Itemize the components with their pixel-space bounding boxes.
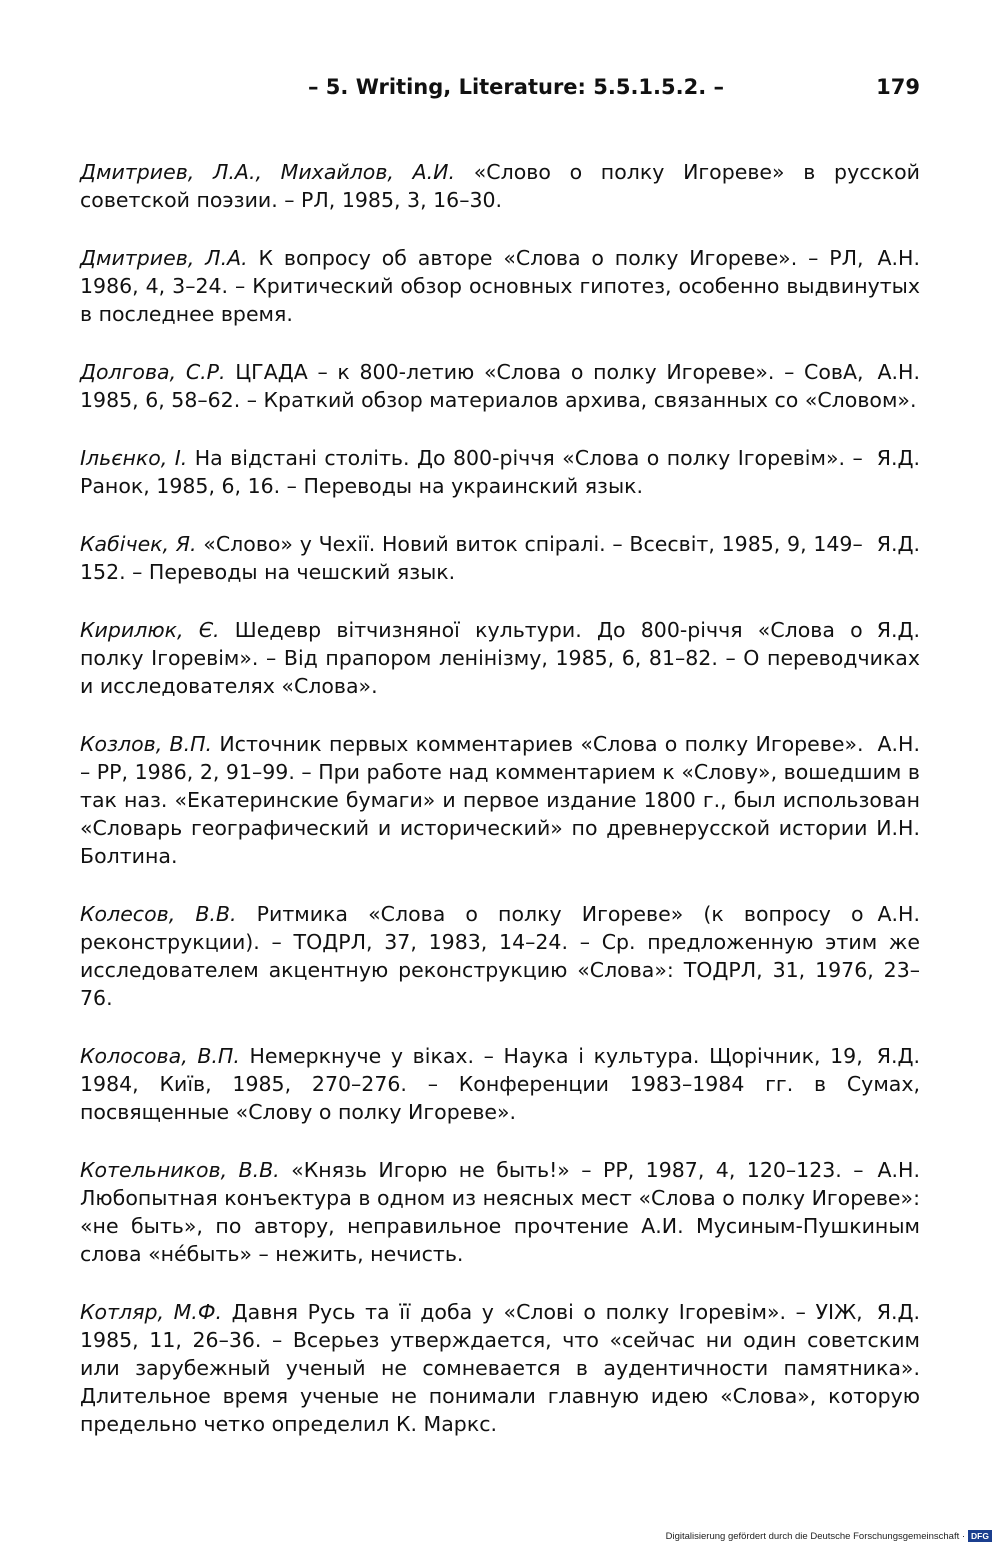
bibliography-entry [80, 358, 920, 414]
entry-text: Шедевр вітчизняної культури. До 800-річчя «Слова о полку Ігоревім». – Від прапором ленінізму, 1985, 6, 81–82. – О переводчиках и исследователях «Слова». [80, 618, 920, 698]
entry-author: Кабічек, Я. [80, 532, 197, 556]
reviewer-initials: А.Н. [877, 360, 920, 384]
bibliography-entry [80, 730, 920, 870]
entry-text: ЦГАДА – к 800-летию «Слова о полку Игореве». – СовА, 1985, 6, 58–62. – Краткий обзор материалов архива, связанных со «Словом». [80, 360, 917, 412]
entry-author: Котельников, В.В. [80, 1158, 280, 1182]
section-title: – 5. Writing, Literature: 5.5.1.5.2. – [308, 75, 725, 99]
bibliography-entry [80, 1156, 920, 1268]
reviewer-initials: Я.Д. [876, 532, 920, 556]
reviewer-initials: А.Н. [877, 732, 920, 756]
digitization-footer [666, 1530, 992, 1542]
reviewer-initials: Я.Д. [876, 1044, 920, 1068]
bibliography-list [80, 158, 920, 1468]
reviewer-initials: А.Н. [877, 1158, 920, 1182]
entry-text: «Князь Игорю не быть!» – РР, 1987, 4, 120–123. – Любопытная конъектура в одном из неясных мест «Слова о полку Игореве»: «не быть», по автору, неправильное прочтение А.И. Мусиным-Пушкиным слова «нéбыть» – нежить, нечисть. [80, 1158, 920, 1266]
bibliography-entry [80, 444, 920, 500]
entry-author: Кирилюк, Є. [80, 618, 220, 642]
entry-text: На відстані століть. До 800-річчя «Слова о полку Ігоревім». – Ранок, 1985, 6, 16. – Переводы на украинский язык. [80, 446, 863, 498]
reviewer-initials: А.Н. [877, 246, 920, 270]
bibliography-entry [80, 244, 920, 328]
entry-author: Козлов, В.П. [80, 732, 213, 756]
page-number: 179 [876, 75, 920, 99]
entry-author: Дмитриев, Л.А. [80, 246, 248, 270]
entry-text: Немеркнуче у віках. – Наука і культура. Щорічник, 19, 1984, Київ, 1985, 270–276. – Конференции 1983–1984 гг. в Сумах, посвященные «Слову о полку Игореве». [80, 1044, 920, 1124]
reviewer-initials: Я.Д. [876, 1300, 920, 1324]
entry-text: Давня Русь та її доба у «Слові о полку Ігоревім». – УІЖ, 1985, 11, 26–36. – Всерьез утверждается, что «сейчас ни один советским или зарубежный ученый не сомневается в аудентичности памятника». Длительное время ученые не понимали главную идею «Слова», которую предельно четко определил К. Маркс. [80, 1300, 920, 1436]
footer-text: Digitalisierung gefördert durch die Deutsche Forschungsgemeinschaft · [665, 1530, 966, 1542]
bibliography-entry [80, 1298, 920, 1438]
bibliography-entry [80, 900, 920, 1012]
entry-author: Колесов, В.В. [80, 902, 237, 926]
entry-text: «Слово» у Чехії. Новий виток спіралі. – Всесвіт, 1985, 9, 149–152. – Переводы на чешский язык. [80, 532, 863, 584]
entry-author: Дмитриев, Л.А., Михайлов, А.И. [80, 160, 456, 184]
entry-text: Ритмика «Слова о полку Игореве» (к вопросу о реконструкции). – ТОДРЛ, 37, 1983, 14–24. – Ср. предложенную этим же исследователем акцентную реконструкцию «Слова»: ТОДРЛ, 31, 1976, 23–76. [80, 902, 920, 1010]
reviewer-initials: А.Н. [877, 902, 920, 926]
entry-text: Источник первых комментариев «Слова о полку Игореве». – РР, 1986, 2, 91–99. – При работе над комментарием к «Слову», вошедшим в так наз. «Екатеринские бумаги» и первое издание 1800 г., был использован «Словарь географический и исторический» по древнерусской истории И.Н. Болтина. [80, 732, 920, 868]
entry-text: «Слово о полку Игореве» в русской советской поэзии. – РЛ, 1985, 3, 16–30. [80, 160, 920, 212]
entry-author: Колосова, В.П. [80, 1044, 240, 1068]
bibliography-entry [80, 616, 920, 700]
bibliography-entry [80, 530, 920, 586]
entry-author: Долгова, С.Р. [80, 360, 226, 384]
entry-author: Ільєнко, І. [80, 446, 188, 470]
entry-text: К вопросу об авторе «Слова о полку Игореве». – РЛ, 1986, 4, 3–24. – Критический обзор основных гипотез, особенно выдвинутых в последнее время. [80, 246, 920, 326]
bibliography-entry [80, 1042, 920, 1126]
dfg-logo: DFG [968, 1530, 992, 1542]
bibliography-entry [80, 158, 920, 214]
reviewer-initials: Я.Д. [876, 446, 920, 470]
reviewer-initials: Я.Д. [876, 618, 920, 642]
entry-author: Котляр, М.Ф. [80, 1300, 222, 1324]
page-header [80, 75, 920, 107]
